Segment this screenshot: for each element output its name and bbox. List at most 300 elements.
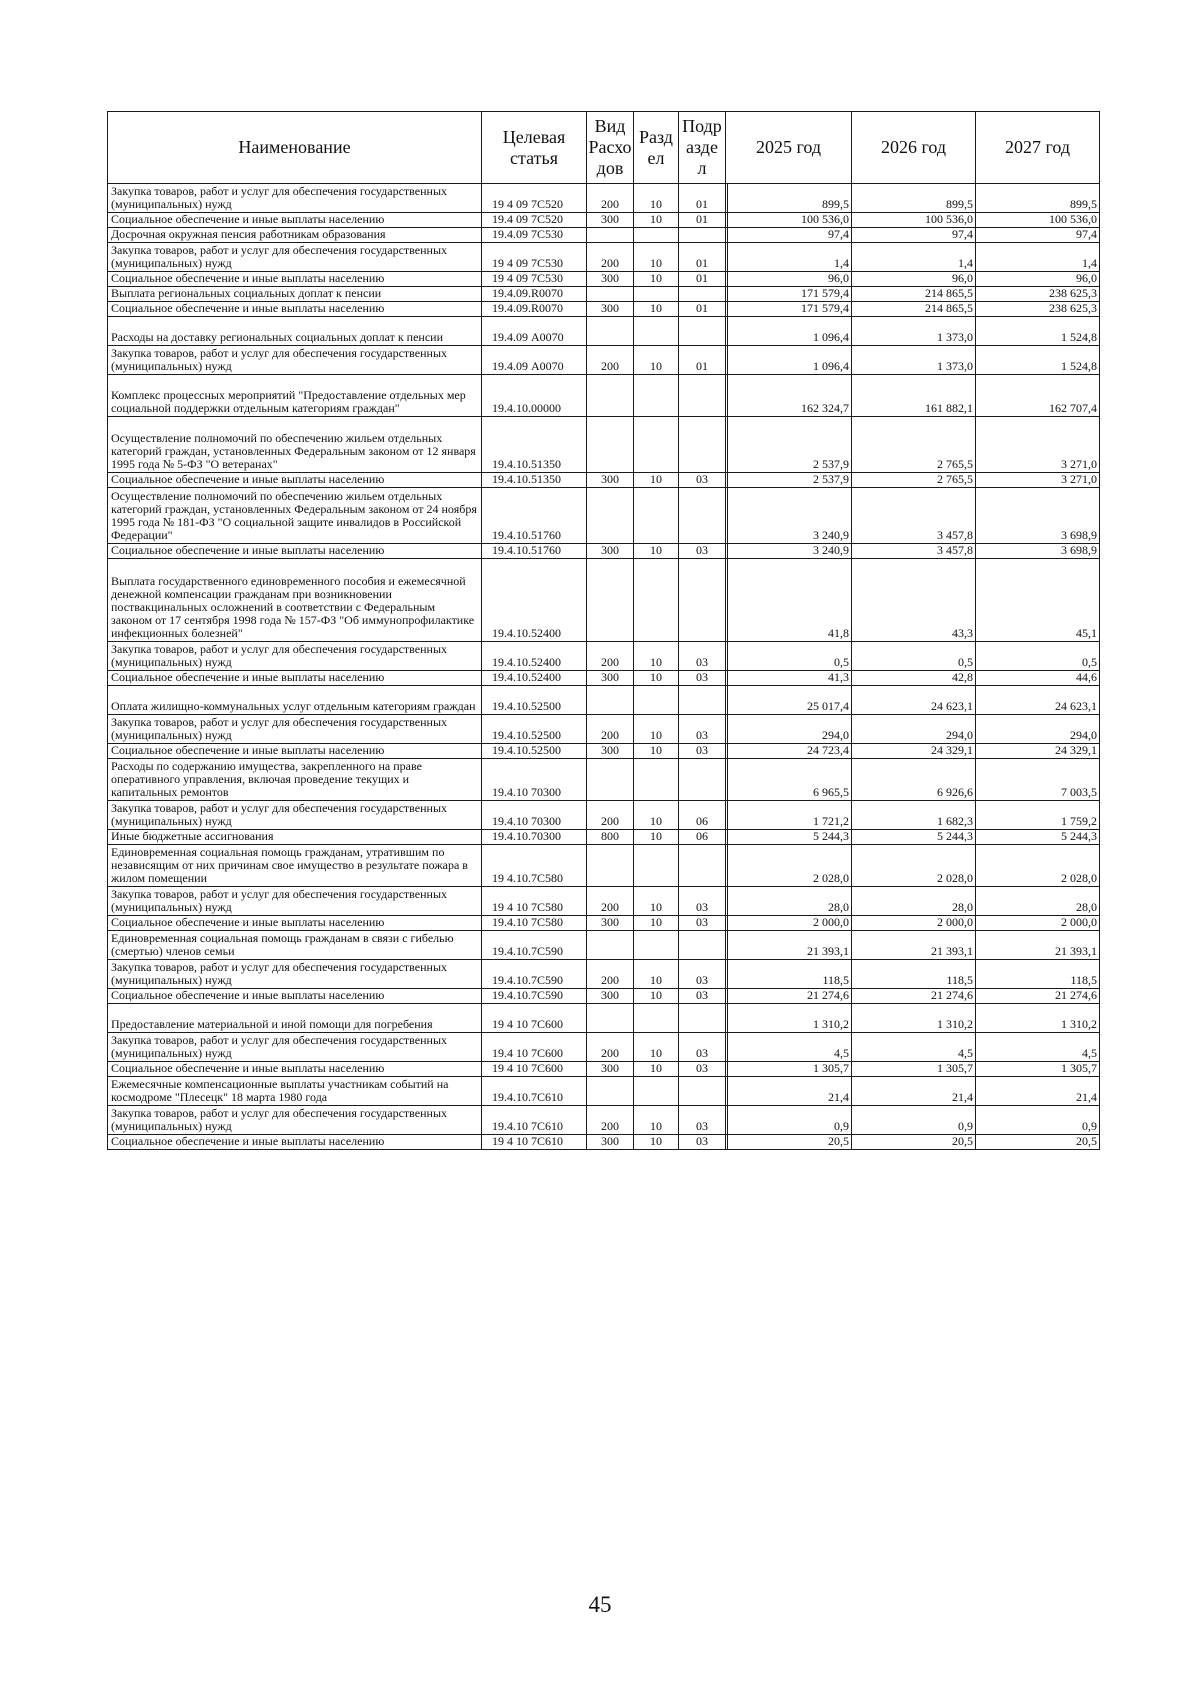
cell-subsection: 01 xyxy=(679,346,726,375)
cell-target-code: 19 4 10 7С600 xyxy=(482,1062,587,1077)
cell-target-code: 19.4.10.00000 xyxy=(482,375,587,417)
cell-section xyxy=(634,931,679,960)
cell-section: 10 xyxy=(634,1135,679,1150)
cell-expense-kind: 300 xyxy=(587,916,634,931)
cell-name: Закупка товаров, работ и услуг для обеспечения государственных (муниципальных) нужд xyxy=(108,642,482,671)
cell-value-2025: 171 579,4 xyxy=(728,287,852,302)
cell-name: Социальное обеспечение и иные выплаты населению xyxy=(108,1135,482,1150)
cell-subsection xyxy=(679,1004,726,1033)
cell-section: 10 xyxy=(634,1062,679,1077)
cell-target-code: 19.4.10 70300 xyxy=(482,759,587,801)
cell-value-2026: 100 536,0 xyxy=(852,213,976,228)
cell-value-2026: 2 028,0 xyxy=(852,845,976,887)
cell-name: Досрочная окружная пенсия работникам образования xyxy=(108,228,482,243)
cell-value-2025: 118,5 xyxy=(728,960,852,989)
cell-subsection xyxy=(679,686,726,715)
cell-subsection xyxy=(679,488,726,544)
cell-value-2027: 21 274,6 xyxy=(976,989,1100,1004)
cell-section xyxy=(634,317,679,346)
cell-value-2026: 1,4 xyxy=(852,243,976,272)
cell-expense-kind xyxy=(587,931,634,960)
cell-expense-kind: 300 xyxy=(587,302,634,317)
table-row xyxy=(108,671,1100,686)
cell-value-2027: 2 028,0 xyxy=(976,845,1100,887)
cell-expense-kind: 300 xyxy=(587,213,634,228)
cell-subsection: 03 xyxy=(679,989,726,1004)
cell-expense-kind: 800 xyxy=(587,830,634,845)
cell-expense-kind: 200 xyxy=(587,715,634,744)
cell-name: Социальное обеспечение и иные выплаты населению xyxy=(108,302,482,317)
cell-value-2025: 1 721,2 xyxy=(728,801,852,830)
cell-subsection: 03 xyxy=(679,887,726,916)
cell-subsection xyxy=(679,228,726,243)
cell-value-2027: 28,0 xyxy=(976,887,1100,916)
cell-value-2027: 1 524,8 xyxy=(976,317,1100,346)
cell-value-2026: 0,9 xyxy=(852,1106,976,1135)
budget-table xyxy=(107,111,1100,1150)
cell-section: 10 xyxy=(634,989,679,1004)
cell-value-2025: 171 579,4 xyxy=(728,302,852,317)
cell-value-2025: 28,0 xyxy=(728,887,852,916)
cell-value-2025: 6 965,5 xyxy=(728,759,852,801)
cell-value-2025: 2 028,0 xyxy=(728,845,852,887)
cell-name: Закупка товаров, работ и услуг для обеспечения государственных (муниципальных) нужд xyxy=(108,243,482,272)
cell-section: 10 xyxy=(634,744,679,759)
cell-name: Социальное обеспечение и иные выплаты населению xyxy=(108,744,482,759)
cell-target-code: 19 4 09 7С520 xyxy=(482,184,587,213)
cell-subsection: 03 xyxy=(679,1135,726,1150)
cell-subsection: 03 xyxy=(679,715,726,744)
cell-value-2026: 42,8 xyxy=(852,671,976,686)
cell-value-2027: 0,9 xyxy=(976,1106,1100,1135)
cell-value-2025: 1,4 xyxy=(728,243,852,272)
col-header-subsection: Подр азде л xyxy=(679,112,726,184)
cell-value-2027: 2 000,0 xyxy=(976,916,1100,931)
col-header-y2025: 2025 год xyxy=(726,112,852,184)
table-row xyxy=(108,1062,1100,1077)
table-row xyxy=(108,642,1100,671)
cell-value-2027: 20,5 xyxy=(976,1135,1100,1150)
table-row xyxy=(108,801,1100,830)
cell-value-2026: 2 000,0 xyxy=(852,916,976,931)
cell-value-2026: 899,5 xyxy=(852,184,976,213)
cell-section: 10 xyxy=(634,184,679,213)
cell-value-2026: 1 682,3 xyxy=(852,801,976,830)
table-row xyxy=(108,916,1100,931)
cell-expense-kind xyxy=(587,1004,634,1033)
cell-value-2026: 1 373,0 xyxy=(852,346,976,375)
cell-name: Закупка товаров, работ и услуг для обеспечения государственных (муниципальных) нужд xyxy=(108,960,482,989)
cell-target-code: 19 4.10.7С580 xyxy=(482,845,587,887)
cell-name: Социальное обеспечение и иные выплаты населению xyxy=(108,544,482,559)
cell-subsection: 03 xyxy=(679,1062,726,1077)
cell-value-2026: 1 373,0 xyxy=(852,317,976,346)
cell-value-2026: 6 926,6 xyxy=(852,759,976,801)
cell-value-2025: 41,8 xyxy=(728,559,852,642)
table-row xyxy=(108,887,1100,916)
cell-target-code: 19.4.10.7С590 xyxy=(482,989,587,1004)
cell-value-2025: 1 096,4 xyxy=(728,317,852,346)
cell-value-2025: 41,3 xyxy=(728,671,852,686)
cell-expense-kind: 300 xyxy=(587,544,634,559)
table-row xyxy=(108,559,1100,642)
cell-name: Социальное обеспечение и иные выплаты населению xyxy=(108,213,482,228)
cell-target-code: 19 4 10 7С600 xyxy=(482,1004,587,1033)
cell-expense-kind: 200 xyxy=(587,801,634,830)
cell-section: 10 xyxy=(634,1033,679,1062)
cell-target-code: 19.4.10.52500 xyxy=(482,686,587,715)
cell-value-2027: 24 329,1 xyxy=(976,744,1100,759)
cell-subsection xyxy=(679,931,726,960)
cell-value-2026: 5 244,3 xyxy=(852,830,976,845)
cell-value-2026: 3 457,8 xyxy=(852,488,976,544)
cell-expense-kind xyxy=(587,559,634,642)
cell-target-code: 19.4.10.7С590 xyxy=(482,931,587,960)
cell-expense-kind xyxy=(587,417,634,473)
cell-expense-kind xyxy=(587,287,634,302)
cell-expense-kind: 200 xyxy=(587,960,634,989)
table-row xyxy=(108,1004,1100,1033)
col-header-section: Разд ел xyxy=(634,112,679,184)
table-row xyxy=(108,744,1100,759)
cell-value-2026: 2 765,5 xyxy=(852,417,976,473)
cell-section xyxy=(634,559,679,642)
cell-value-2026: 214 865,5 xyxy=(852,287,976,302)
col-header-target: Целевая статья xyxy=(482,112,587,184)
cell-value-2027: 21,4 xyxy=(976,1077,1100,1106)
cell-subsection: 03 xyxy=(679,1033,726,1062)
cell-value-2025: 97,4 xyxy=(728,228,852,243)
table-row xyxy=(108,287,1100,302)
cell-name: Закупка товаров, работ и услуг для обеспечения государственных (муниципальных) нужд xyxy=(108,887,482,916)
cell-value-2026: 161 882,1 xyxy=(852,375,976,417)
cell-name: Социальное обеспечение и иные выплаты населению xyxy=(108,1062,482,1077)
cell-subsection: 03 xyxy=(679,1106,726,1135)
cell-section xyxy=(634,845,679,887)
cell-target-code: 19.4.10.51760 xyxy=(482,488,587,544)
cell-value-2025: 0,5 xyxy=(728,642,852,671)
cell-name: Иные бюджетные ассигнования xyxy=(108,830,482,845)
cell-name: Социальное обеспечение и иные выплаты населению xyxy=(108,916,482,931)
cell-subsection xyxy=(679,759,726,801)
table-row xyxy=(108,213,1100,228)
table-row xyxy=(108,302,1100,317)
cell-value-2025: 2 537,9 xyxy=(728,473,852,488)
cell-target-code: 19.4.10.52500 xyxy=(482,744,587,759)
cell-expense-kind: 200 xyxy=(587,184,634,213)
cell-value-2025: 5 244,3 xyxy=(728,830,852,845)
table-row xyxy=(108,759,1100,801)
cell-name: Оплата жилищно-коммунальных услуг отдельным категориям граждан xyxy=(108,686,482,715)
table-row xyxy=(108,989,1100,1004)
cell-subsection xyxy=(679,287,726,302)
cell-value-2026: 2 765,5 xyxy=(852,473,976,488)
cell-target-code: 19.4.10.52400 xyxy=(482,671,587,686)
cell-section: 10 xyxy=(634,272,679,287)
cell-target-code: 19 4 09 7С530 xyxy=(482,243,587,272)
cell-name: Расходы на доставку региональных социальных доплат к пенсии xyxy=(108,317,482,346)
cell-subsection: 01 xyxy=(679,302,726,317)
table-row xyxy=(108,1106,1100,1135)
cell-target-code: 19.4.09.R0070 xyxy=(482,302,587,317)
cell-target-code: 19.4.09 7С530 xyxy=(482,228,587,243)
table-row xyxy=(108,243,1100,272)
cell-value-2027: 3 271,0 xyxy=(976,473,1100,488)
cell-value-2026: 1 310,2 xyxy=(852,1004,976,1033)
table-body xyxy=(108,184,1100,1150)
cell-value-2026: 20,5 xyxy=(852,1135,976,1150)
cell-section: 10 xyxy=(634,801,679,830)
cell-target-code: 19.4.10.51760 xyxy=(482,544,587,559)
cell-subsection: 03 xyxy=(679,960,726,989)
cell-value-2026: 97,4 xyxy=(852,228,976,243)
cell-value-2025: 0,9 xyxy=(728,1106,852,1135)
cell-name: Закупка товаров, работ и услуг для обеспечения государственных (муниципальных) нужд xyxy=(108,184,482,213)
cell-value-2027: 294,0 xyxy=(976,715,1100,744)
cell-value-2027: 118,5 xyxy=(976,960,1100,989)
cell-expense-kind: 200 xyxy=(587,346,634,375)
cell-subsection: 01 xyxy=(679,184,726,213)
cell-section: 10 xyxy=(634,1106,679,1135)
cell-section: 10 xyxy=(634,960,679,989)
cell-name: Закупка товаров, работ и услуг для обеспечения государственных (муниципальных) нужд xyxy=(108,715,482,744)
cell-expense-kind: 300 xyxy=(587,744,634,759)
cell-target-code: 19.4.10.7С590 xyxy=(482,960,587,989)
table-row xyxy=(108,317,1100,346)
cell-value-2027: 3 698,9 xyxy=(976,488,1100,544)
cell-subsection: 03 xyxy=(679,642,726,671)
cell-value-2027: 899,5 xyxy=(976,184,1100,213)
cell-value-2027: 238 625,3 xyxy=(976,287,1100,302)
cell-target-code: 19.4.10 7С610 xyxy=(482,1106,587,1135)
cell-subsection xyxy=(679,559,726,642)
cell-name: Выплата государственного единовременного пособия и ежемесячной денежной компенсации гражданам при возникновении поствакцинальных осложнений в соответствии с Федеральным законом от 17 сентября 1998 года № 157-ФЗ "Об иммунопрофилактике инфекционных болезней" xyxy=(108,559,482,642)
cell-name: Социальное обеспечение и иные выплаты населению xyxy=(108,671,482,686)
cell-section: 10 xyxy=(634,671,679,686)
cell-target-code: 19.4.09.R0070 xyxy=(482,287,587,302)
cell-value-2027: 1,4 xyxy=(976,243,1100,272)
cell-section: 10 xyxy=(634,715,679,744)
cell-name: Закупка товаров, работ и услуг для обеспечения государственных (муниципальных) нужд xyxy=(108,801,482,830)
cell-target-code: 19.4.09 А0070 xyxy=(482,317,587,346)
cell-value-2027: 3 271,0 xyxy=(976,417,1100,473)
cell-subsection: 01 xyxy=(679,213,726,228)
cell-value-2026: 118,5 xyxy=(852,960,976,989)
cell-target-code: 19 4 09 7С530 xyxy=(482,272,587,287)
cell-target-code: 19.4.10.51350 xyxy=(482,473,587,488)
cell-section: 10 xyxy=(634,916,679,931)
cell-subsection: 06 xyxy=(679,801,726,830)
cell-name: Расходы по содержанию имущества, закрепленного на праве оперативного управления, включая проведение текущих и капитальных ремонтов xyxy=(108,759,482,801)
cell-expense-kind: 300 xyxy=(587,1062,634,1077)
table-row xyxy=(108,184,1100,213)
cell-section xyxy=(634,759,679,801)
cell-subsection xyxy=(679,845,726,887)
cell-target-code: 19.4.10.7С610 xyxy=(482,1077,587,1106)
cell-value-2025: 3 240,9 xyxy=(728,488,852,544)
cell-section xyxy=(634,375,679,417)
cell-value-2027: 1 305,7 xyxy=(976,1062,1100,1077)
cell-value-2026: 28,0 xyxy=(852,887,976,916)
cell-section: 10 xyxy=(634,642,679,671)
cell-value-2025: 294,0 xyxy=(728,715,852,744)
budget-table-sheet xyxy=(107,111,1099,1150)
cell-value-2027: 1 524,8 xyxy=(976,346,1100,375)
cell-value-2025: 24 723,4 xyxy=(728,744,852,759)
cell-value-2027: 3 698,9 xyxy=(976,544,1100,559)
table-row xyxy=(108,686,1100,715)
cell-target-code: 19 4 10 7С610 xyxy=(482,1135,587,1150)
cell-section xyxy=(634,488,679,544)
cell-value-2025: 21 274,6 xyxy=(728,989,852,1004)
cell-name: Закупка товаров, работ и услуг для обеспечения государственных (муниципальных) нужд xyxy=(108,1106,482,1135)
cell-value-2026: 21 274,6 xyxy=(852,989,976,1004)
cell-target-code: 19.4.10 7С580 xyxy=(482,916,587,931)
cell-target-code: 19.4.09 А0070 xyxy=(482,346,587,375)
cell-expense-kind xyxy=(587,317,634,346)
cell-value-2025: 21 393,1 xyxy=(728,931,852,960)
cell-section: 10 xyxy=(634,887,679,916)
cell-value-2026: 0,5 xyxy=(852,642,976,671)
table-row xyxy=(108,1033,1100,1062)
cell-value-2025: 3 240,9 xyxy=(728,544,852,559)
cell-subsection: 01 xyxy=(679,243,726,272)
col-header-name: Наименование xyxy=(108,112,482,184)
cell-section xyxy=(634,1077,679,1106)
cell-target-code: 19.4.10.52400 xyxy=(482,559,587,642)
cell-target-code: 19.4.10.52500 xyxy=(482,715,587,744)
col-header-kind: Вид Расхо дов xyxy=(587,112,634,184)
cell-name: Закупка товаров, работ и услуг для обеспечения государственных (муниципальных) нужд xyxy=(108,346,482,375)
cell-value-2026: 43,3 xyxy=(852,559,976,642)
cell-value-2027: 24 623,1 xyxy=(976,686,1100,715)
table-row xyxy=(108,375,1100,417)
cell-section: 10 xyxy=(634,346,679,375)
cell-section xyxy=(634,287,679,302)
table-header-row xyxy=(108,112,1100,184)
cell-expense-kind: 300 xyxy=(587,473,634,488)
cell-section xyxy=(634,228,679,243)
cell-target-code: 19.4.10 70300 xyxy=(482,801,587,830)
cell-name: Осуществление полномочий по обеспечению жильем отдельных категорий граждан, установленных Федеральным законом от 24 ноября 1995 года № 181-ФЗ "О социальной защите инвалидов в Российской Федерации" xyxy=(108,488,482,544)
cell-value-2025: 2 537,9 xyxy=(728,417,852,473)
table-row xyxy=(108,272,1100,287)
cell-section: 10 xyxy=(634,830,679,845)
cell-expense-kind: 200 xyxy=(587,1106,634,1135)
cell-value-2025: 1 305,7 xyxy=(728,1062,852,1077)
cell-subsection: 06 xyxy=(679,830,726,845)
cell-name: Комплекс процессных мероприятий "Предоставление отдельных мер социальной поддержки отдельным категориям граждан" xyxy=(108,375,482,417)
cell-section xyxy=(634,686,679,715)
table-row xyxy=(108,346,1100,375)
table-row xyxy=(108,417,1100,473)
cell-value-2027: 1 310,2 xyxy=(976,1004,1100,1033)
cell-expense-kind: 300 xyxy=(587,671,634,686)
cell-target-code: 19.4.10.51350 xyxy=(482,417,587,473)
cell-expense-kind xyxy=(587,488,634,544)
cell-expense-kind xyxy=(587,1077,634,1106)
cell-expense-kind xyxy=(587,759,634,801)
cell-expense-kind: 300 xyxy=(587,272,634,287)
cell-value-2025: 96,0 xyxy=(728,272,852,287)
cell-target-code: 19.4 09 7С520 xyxy=(482,213,587,228)
cell-expense-kind xyxy=(587,228,634,243)
cell-subsection xyxy=(679,375,726,417)
cell-value-2027: 44,6 xyxy=(976,671,1100,686)
cell-value-2026: 24 329,1 xyxy=(852,744,976,759)
cell-expense-kind xyxy=(587,686,634,715)
table-row xyxy=(108,228,1100,243)
cell-section: 10 xyxy=(634,544,679,559)
cell-value-2026: 24 623,1 xyxy=(852,686,976,715)
cell-value-2026: 21,4 xyxy=(852,1077,976,1106)
cell-subsection: 03 xyxy=(679,544,726,559)
cell-name: Предоставление материальной и иной помощи для погребения xyxy=(108,1004,482,1033)
cell-value-2026: 214 865,5 xyxy=(852,302,976,317)
cell-name: Социальное обеспечение и иные выплаты населению xyxy=(108,989,482,1004)
cell-value-2025: 162 324,7 xyxy=(728,375,852,417)
table-row xyxy=(108,830,1100,845)
cell-value-2027: 1 759,2 xyxy=(976,801,1100,830)
cell-value-2026: 21 393,1 xyxy=(852,931,976,960)
cell-subsection: 01 xyxy=(679,272,726,287)
cell-value-2027: 21 393,1 xyxy=(976,931,1100,960)
cell-section xyxy=(634,1004,679,1033)
cell-value-2026: 96,0 xyxy=(852,272,976,287)
cell-expense-kind: 200 xyxy=(587,243,634,272)
cell-name: Закупка товаров, работ и услуг для обеспечения государственных (муниципальных) нужд xyxy=(108,1033,482,1062)
cell-name: Единовременная социальная помощь гражданам, утратившим по независящим от них причинам свое имущество в результате пожара в жилом помещении xyxy=(108,845,482,887)
cell-value-2026: 3 457,8 xyxy=(852,544,976,559)
cell-name: Единовременная социальная помощь гражданам в связи с гибелью (смертью) членов семьи xyxy=(108,931,482,960)
cell-name: Социальное обеспечение и иные выплаты населению xyxy=(108,473,482,488)
cell-subsection xyxy=(679,317,726,346)
cell-name: Социальное обеспечение и иные выплаты населению xyxy=(108,272,482,287)
cell-section: 10 xyxy=(634,473,679,488)
table-row xyxy=(108,544,1100,559)
cell-value-2027: 4,5 xyxy=(976,1033,1100,1062)
col-header-y2026: 2026 год xyxy=(852,112,976,184)
cell-value-2026: 4,5 xyxy=(852,1033,976,1062)
cell-value-2025: 1 310,2 xyxy=(728,1004,852,1033)
cell-expense-kind xyxy=(587,375,634,417)
cell-value-2027: 100 536,0 xyxy=(976,213,1100,228)
table-row xyxy=(108,960,1100,989)
cell-subsection xyxy=(679,417,726,473)
table-row xyxy=(108,931,1100,960)
cell-subsection: 03 xyxy=(679,916,726,931)
cell-target-code: 19.4.10.70300 xyxy=(482,830,587,845)
cell-name: Выплата региональных социальных доплат к пенсии xyxy=(108,287,482,302)
cell-value-2027: 238 625,3 xyxy=(976,302,1100,317)
cell-expense-kind xyxy=(587,845,634,887)
cell-target-code: 19 4 10 7С580 xyxy=(482,887,587,916)
table-row xyxy=(108,1135,1100,1150)
cell-value-2025: 25 017,4 xyxy=(728,686,852,715)
table-row xyxy=(108,715,1100,744)
cell-subsection: 03 xyxy=(679,473,726,488)
cell-section: 10 xyxy=(634,243,679,272)
cell-value-2027: 45,1 xyxy=(976,559,1100,642)
cell-value-2026: 294,0 xyxy=(852,715,976,744)
cell-subsection xyxy=(679,1077,726,1106)
cell-value-2025: 2 000,0 xyxy=(728,916,852,931)
cell-subsection: 03 xyxy=(679,671,726,686)
cell-value-2025: 4,5 xyxy=(728,1033,852,1062)
cell-section xyxy=(634,417,679,473)
cell-name: Ежемесячные компенсационные выплаты участникам событий на космодроме "Плесецк" 18 марта 1980 года xyxy=(108,1077,482,1106)
cell-value-2027: 162 707,4 xyxy=(976,375,1100,417)
